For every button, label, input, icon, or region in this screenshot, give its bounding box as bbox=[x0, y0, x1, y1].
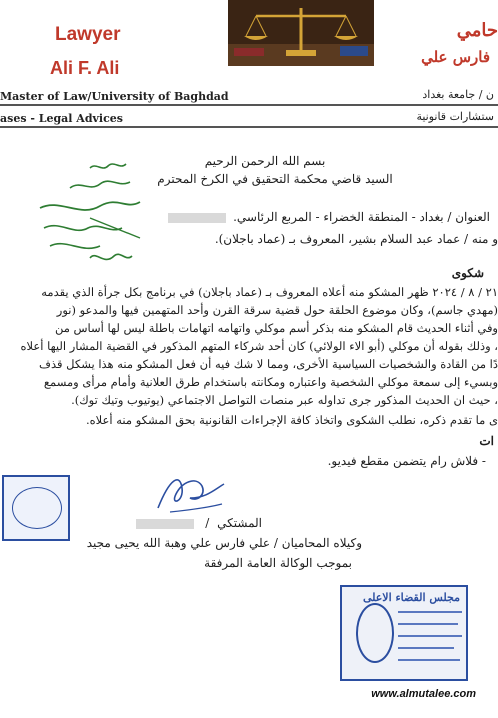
court-stamp bbox=[340, 585, 468, 681]
letterhead-services-en: ases - Legal Advices bbox=[0, 112, 123, 125]
section-title: شكوى bbox=[451, 266, 484, 280]
letterhead-name-ar: فارس علي bbox=[421, 48, 490, 66]
letterhead-title-en: Lawyer bbox=[55, 24, 121, 45]
stamp-line bbox=[398, 659, 460, 661]
paragraph-line: وفي أثناء الحديث قام المشكو منه بذكر أسم موكلي واتهامه اتهامات باطلة ليس لها أساس من bbox=[54, 321, 498, 335]
stamp-line bbox=[398, 635, 462, 637]
attachments-label: ات bbox=[479, 434, 494, 448]
attachment-item: - فلاش رام يتضمن مقطع فيديو. bbox=[327, 454, 486, 468]
stamp-line bbox=[398, 611, 462, 613]
bar-association-stamp bbox=[2, 475, 70, 541]
addressee: السيد قاضي محكمة التحقيق في الكرخ المحترم bbox=[157, 172, 393, 186]
letterhead-title-ar: حامي bbox=[456, 20, 498, 41]
header-rule-bottom bbox=[0, 126, 498, 128]
stamp-line bbox=[398, 623, 458, 625]
scales-logo bbox=[228, 0, 374, 66]
paragraph-line: ٢١ / ٨ / ٢٠٢٤ ظهر المشكو منه أعلاه المعروف بـ (عماد باجلان) في برنامج بكل جرأة الذي يقدمه bbox=[41, 285, 498, 299]
attorneys-line: وكيلاه المحاميان / علي فارس علي وهبة الله يحيى مجيد bbox=[86, 536, 362, 550]
paragraph-line: دًا من القادة والشخصيات السياسية الأخرى، ومما لا شك فيه أن فعل المشكو منه هذا يشكل قذف bbox=[39, 357, 498, 371]
power-of-attorney-line: بموجب الوكالة العامة المرفقة bbox=[204, 556, 352, 570]
paragraph-line: ى ما تقدم ذكره، نطلب الشكوى واتخاذ كافة الإجراءات القانونية بحق المشكو منه أعلاه. bbox=[85, 413, 498, 427]
basmala: بسم الله الرحمن الرحيم bbox=[204, 154, 326, 168]
address-line bbox=[165, 210, 490, 224]
stamp-seal-icon bbox=[356, 603, 394, 663]
website-watermark: www.almutalee.com bbox=[371, 688, 476, 700]
redacted-block bbox=[168, 213, 226, 223]
paragraph-line: ، وذلك بقوله أن موكلي (أبو الاء الولائي) كان أحد شركاء المتهم المذكور في القضية المشار اليها أعلاه bbox=[20, 339, 498, 353]
header-rule-top bbox=[0, 104, 498, 106]
paragraph-line: وبسيء إلى سمعة موكلي الشخصية واعتباره ومكانته باستخدام طرق العلانية وأمام مرأى ومسمع bbox=[43, 375, 498, 389]
paragraph-line: (مهدي جاسم)، وكان موضوع الحلقة حول قضية سرقة القرن وأحد المتهمين فيها والمدعو (نور bbox=[56, 303, 498, 317]
handwritten-annotation bbox=[30, 158, 145, 283]
letterhead-name-en: Ali F. Ali bbox=[50, 58, 120, 78]
stamp-text: مجلس القضاء الاعلى bbox=[362, 591, 460, 604]
address-text: العنوان / بغداد - المنطقة الخضراء - المربع الرئاسي. bbox=[233, 210, 490, 224]
stamp-seal-icon bbox=[12, 487, 62, 529]
complainant-line: المشتكي / bbox=[133, 516, 262, 530]
paragraph-line: ، حيث ان الحديث المذكور جرى تداوله عبر منصات التواصل الاجتماعي (يوتيوب وتيك توك). bbox=[71, 393, 498, 407]
letterhead-services-ar: ستشارات قانونية bbox=[416, 110, 494, 123]
signature bbox=[150, 468, 230, 518]
redacted-block bbox=[136, 519, 194, 529]
complainant-label: المشتكي bbox=[217, 516, 262, 530]
stamp-line bbox=[398, 647, 454, 649]
letterhead-degree-en: Master of Law/University of Baghdad bbox=[0, 90, 229, 103]
letterhead-degree-ar: ن / جامعة بغداد bbox=[422, 88, 494, 101]
accused-line: و منه / عماد عبد السلام بشير، المعروف بـ (عماد باجلان). bbox=[214, 232, 498, 246]
